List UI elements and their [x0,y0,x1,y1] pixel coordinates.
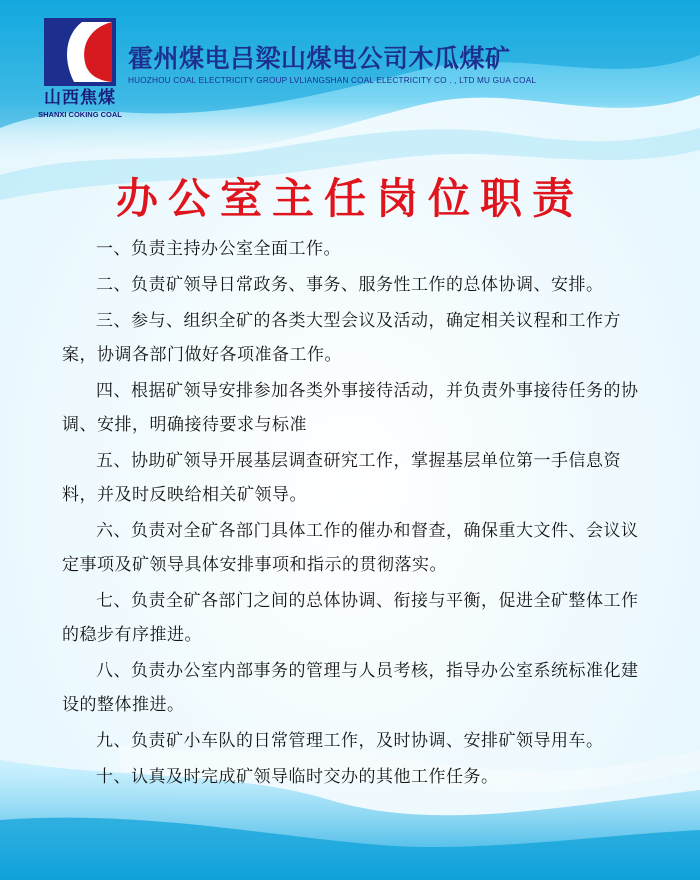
duty-item: 三、参与、组织全矿的各类大型会议及活动，确定相关议程和工作方案，协调各部门做好各项准备工作。 [62,311,621,365]
duty-item: 五、协助矿领导开展基层调查研究工作，掌握基层单位第一手信息资料，并及时反映给相关矿领导。 [62,451,621,505]
duty-item: 一、负责主持办公室全面工作。 [96,239,341,259]
company-name-english: HUOZHOU COAL ELECTRICITY GROUP LVLIANGSHAN COAL ELECTRICITY CO . , LTD MU GUA COAL [128,76,537,85]
header-banner [0,0,700,130]
shanxi-coking-coal-logo-icon [44,18,116,86]
duty-item: 七、负责全矿各部门之间的总体协调、衔接与平衡，促进全矿整体工作的稳步有序推进。 [62,591,639,645]
company-name-chinese: 霍州煤电吕梁山煤电公司木瓜煤矿 [128,44,511,73]
company-logo [36,18,124,126]
logo-chinese-text: 山西焦煤 [44,88,116,108]
duty-list [62,232,646,796]
duty-item: 八、负责办公室内部事务的管理与人员考核，指导办公室系统标准化建设的整体推进。 [62,661,639,715]
page-title: 办公室主任岗位职责 [115,174,584,223]
duty-item: 四、根据矿领导安排参加各类外事接待活动，并负责外事接待任务的协调、安排，明确接待要求与标准 [62,381,639,435]
duty-item: 六、负责对全矿各部门具体工作的催办和督查，确保重大文件、会议议定事项及矿领导具体安排事项和指示的贯彻落实。 [62,521,639,575]
duty-item: 十、认真及时完成矿领导临时交办的其他工作任务。 [96,767,499,787]
duty-item: 九、负责矿小车队的日常管理工作，及时协调、安排矿领导用车。 [96,731,604,751]
logo-english-text: SHANXI COKING COAL [38,110,122,119]
duty-item: 二、负责矿领导日常政务、事务、服务性工作的总体协调、安排。 [96,275,604,295]
